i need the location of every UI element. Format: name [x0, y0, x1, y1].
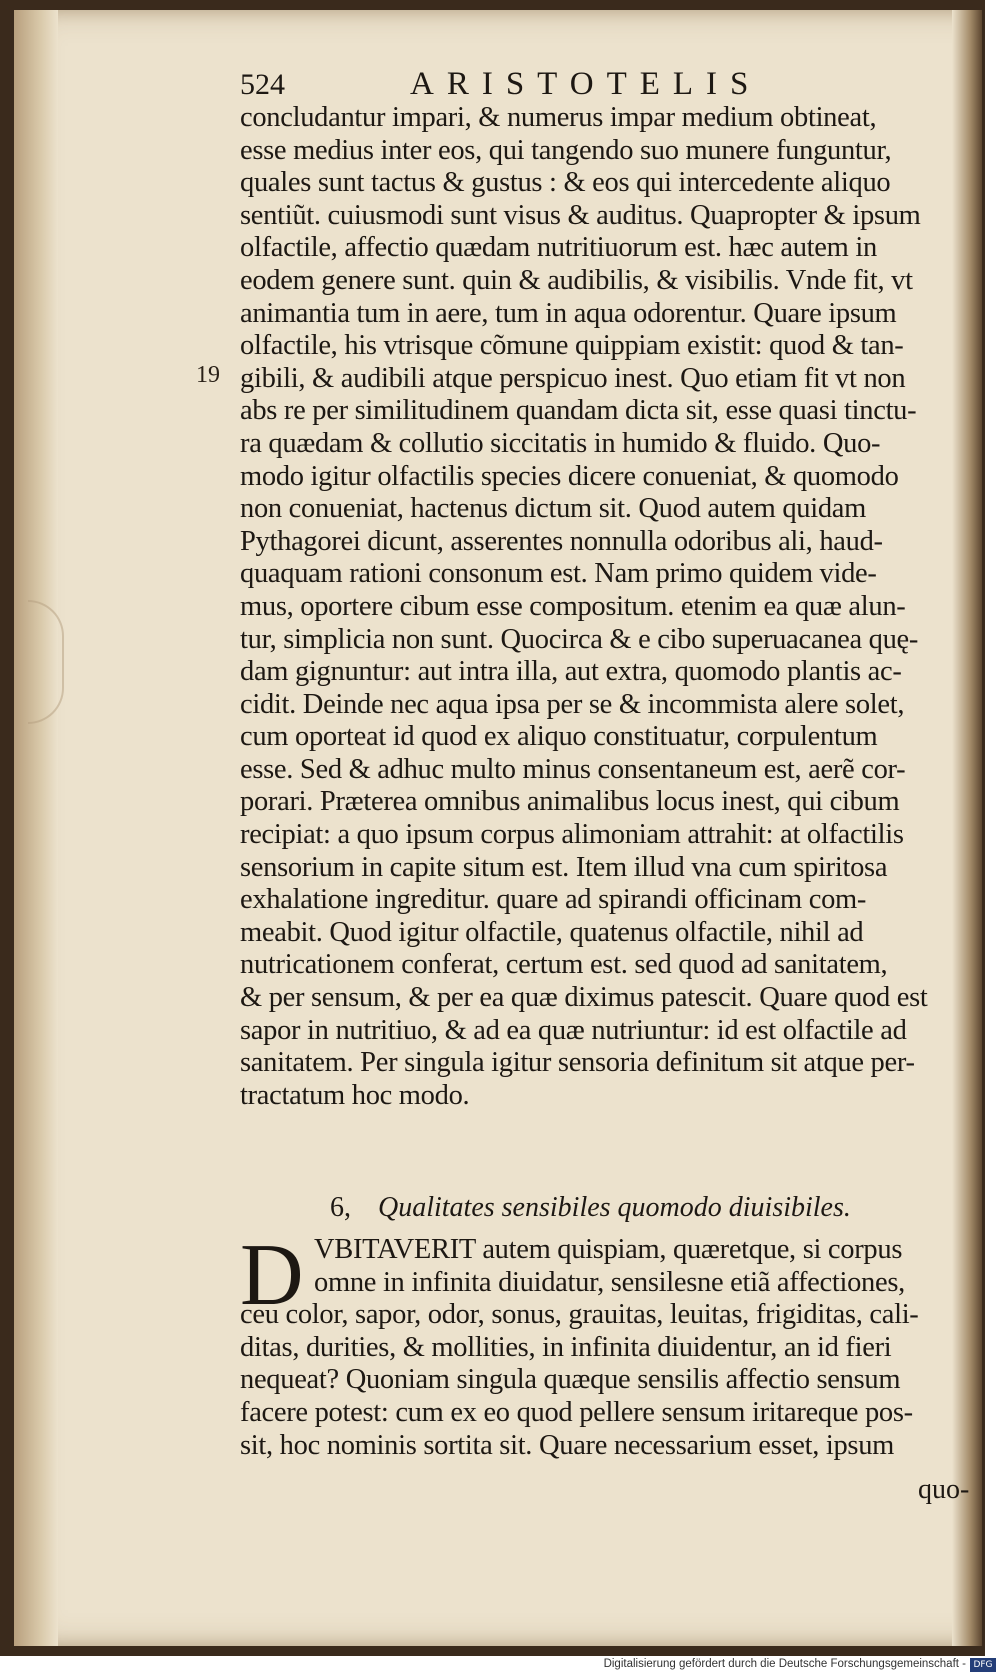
- text-line: cidit. Deinde nec aqua ipsa per se & incommista alere solet,: [240, 688, 905, 720]
- text-line: sapor in nutritiuo, & ad ea quæ nutriuntur: id est olfactile ad: [240, 1014, 907, 1046]
- text-line: mus, oportere cibum esse compositum. etenim ea quæ alun-: [240, 590, 906, 622]
- text-line: quales sunt tactus & gustus : & eos qui intercedente aliquo: [240, 167, 891, 199]
- text-line: VBITAVERIT autem quispiam, quæretque, si corpus: [314, 1234, 903, 1265]
- text-line: meabit. Quod igitur olfactile, quatenus olfactile, nihil ad: [240, 916, 864, 948]
- text-line: sensorium in capite situm est. Item illud vna cum spiritosa: [240, 851, 888, 883]
- text-line: facere potest: cum ex eo quod pellere sensum iritareque pos-: [240, 1396, 913, 1428]
- text-line: modo igitur olfactilis species dicere conueniat, & quomodo: [240, 460, 899, 492]
- paragraph-2: [240, 1227, 960, 1462]
- text-line: nutricationem conferat, certum est. sed quod ad sanitatem,: [240, 949, 888, 981]
- text-line: tur, simplicia non sunt. Quocirca & e cibo superuacanea quę-: [240, 623, 919, 655]
- page-number: 524: [240, 68, 285, 101]
- paragraph-2-lines: [240, 1227, 960, 1462]
- digitization-footer: [0, 1656, 1000, 1676]
- section-heading: [330, 1192, 851, 1224]
- text-line: cum oporteat id quod ex aliquo constituatur, corpulentum: [240, 721, 878, 753]
- section-title: Qualitates sensibiles quomodo diuisibiles.: [378, 1192, 851, 1223]
- text-line: eodem genere sunt. quin & audibilis, & visibilis. Vnde fit, vt: [240, 264, 913, 296]
- text-line: olfactile, his vtrisque cõmune quippiam existit: quod & tan-: [240, 330, 904, 362]
- text-line: ditas, durities, & mollities, in infinita diuidentur, an id fieri: [240, 1331, 892, 1363]
- text-line: nequeat? Quoniam singula quæque sensilis affectio sensum: [240, 1364, 901, 1396]
- text-line: & per sensum, & per ea quæ diximus patescit. Quare quod est: [240, 982, 928, 1014]
- paragraph-1: [240, 102, 960, 1112]
- text-line: exhalatione ingreditur. quare ad spirandi officinam com-: [240, 884, 867, 916]
- text-line: esse medius inter eos, qui tangendo suo munere funguntur,: [240, 134, 892, 166]
- text-line: abs re per similitudinem quandam dicta sit, esse quasi tinctu-: [240, 395, 917, 427]
- dfg-logo-icon: DFG: [970, 1658, 996, 1672]
- text-line: recipiat: a quo ipsum corpus alimoniam attrahit: at olfactilis: [240, 819, 904, 851]
- running-title: ARISTOTELIS: [410, 66, 762, 102]
- text-line: gibili, & audibili atque perspicuo inest. Quo etiam fit vt non: [240, 362, 906, 394]
- text-line: Pythagorei dicunt, asserentes nonnulla odoribus ali, haud-: [240, 525, 883, 557]
- page-gutter-left: [14, 10, 58, 1646]
- drop-cap: D: [240, 1227, 304, 1324]
- margin-note-19: 19: [196, 362, 220, 388]
- text-line: dam gignuntur: aut intra illa, aut extra, quomodo plantis ac-: [240, 656, 902, 688]
- main-text-block: [240, 62, 960, 1112]
- section-number: 6,: [330, 1192, 351, 1223]
- footer-credit: Digitalisierung gefördert durch die Deutsche Forschungsgemeinschaft -: [603, 1658, 966, 1670]
- text-line: porari. Præterea omnibus animalibus locus inest, qui cibum: [240, 786, 900, 818]
- text-line: animantia tum in aere, tum in aqua odorentur. Quare ipsum: [240, 297, 897, 329]
- text-line: sanitatem. Per singula igitur sensoria definitum sit atque per-: [240, 1047, 915, 1079]
- text-line: esse. Sed & adhuc multo minus consentaneum est, aerẽ cor-: [240, 753, 906, 785]
- text-line: sit, hoc nominis sortita sit. Quare necessarium esset, ipsum: [240, 1429, 895, 1461]
- text-line: omne in infinita diuidatur, sensilesne etiã affectiones,: [314, 1266, 905, 1298]
- running-header: [240, 62, 960, 102]
- text-line: quaquam rationi consonum est. Nam primo quidem vide-: [240, 558, 877, 590]
- text-line: concludantur impari, & numerus impar medium obtineat,: [240, 102, 877, 133]
- text-line: non conueniat, hactenus dictum sit. Quod autem quidam: [240, 493, 867, 525]
- text-line: ceu color, sapor, odor, sonus, grauitas, leuitas, frigiditas, cali-: [240, 1299, 919, 1331]
- text-line: olfactile, affectio quædam nutritiuorum est. hæc autem in: [240, 232, 877, 264]
- text-line: ra quædam & collutio siccitatis in humido & fluido. Quo-: [240, 427, 881, 459]
- paper-fold-mark: [28, 600, 64, 724]
- catchword: quo-: [918, 1474, 970, 1505]
- text-line: sentiũt. cuiusmodi sunt visus & auditus. Quapropter & ipsum: [240, 199, 921, 231]
- text-line: tractatum hoc modo.: [240, 1079, 470, 1111]
